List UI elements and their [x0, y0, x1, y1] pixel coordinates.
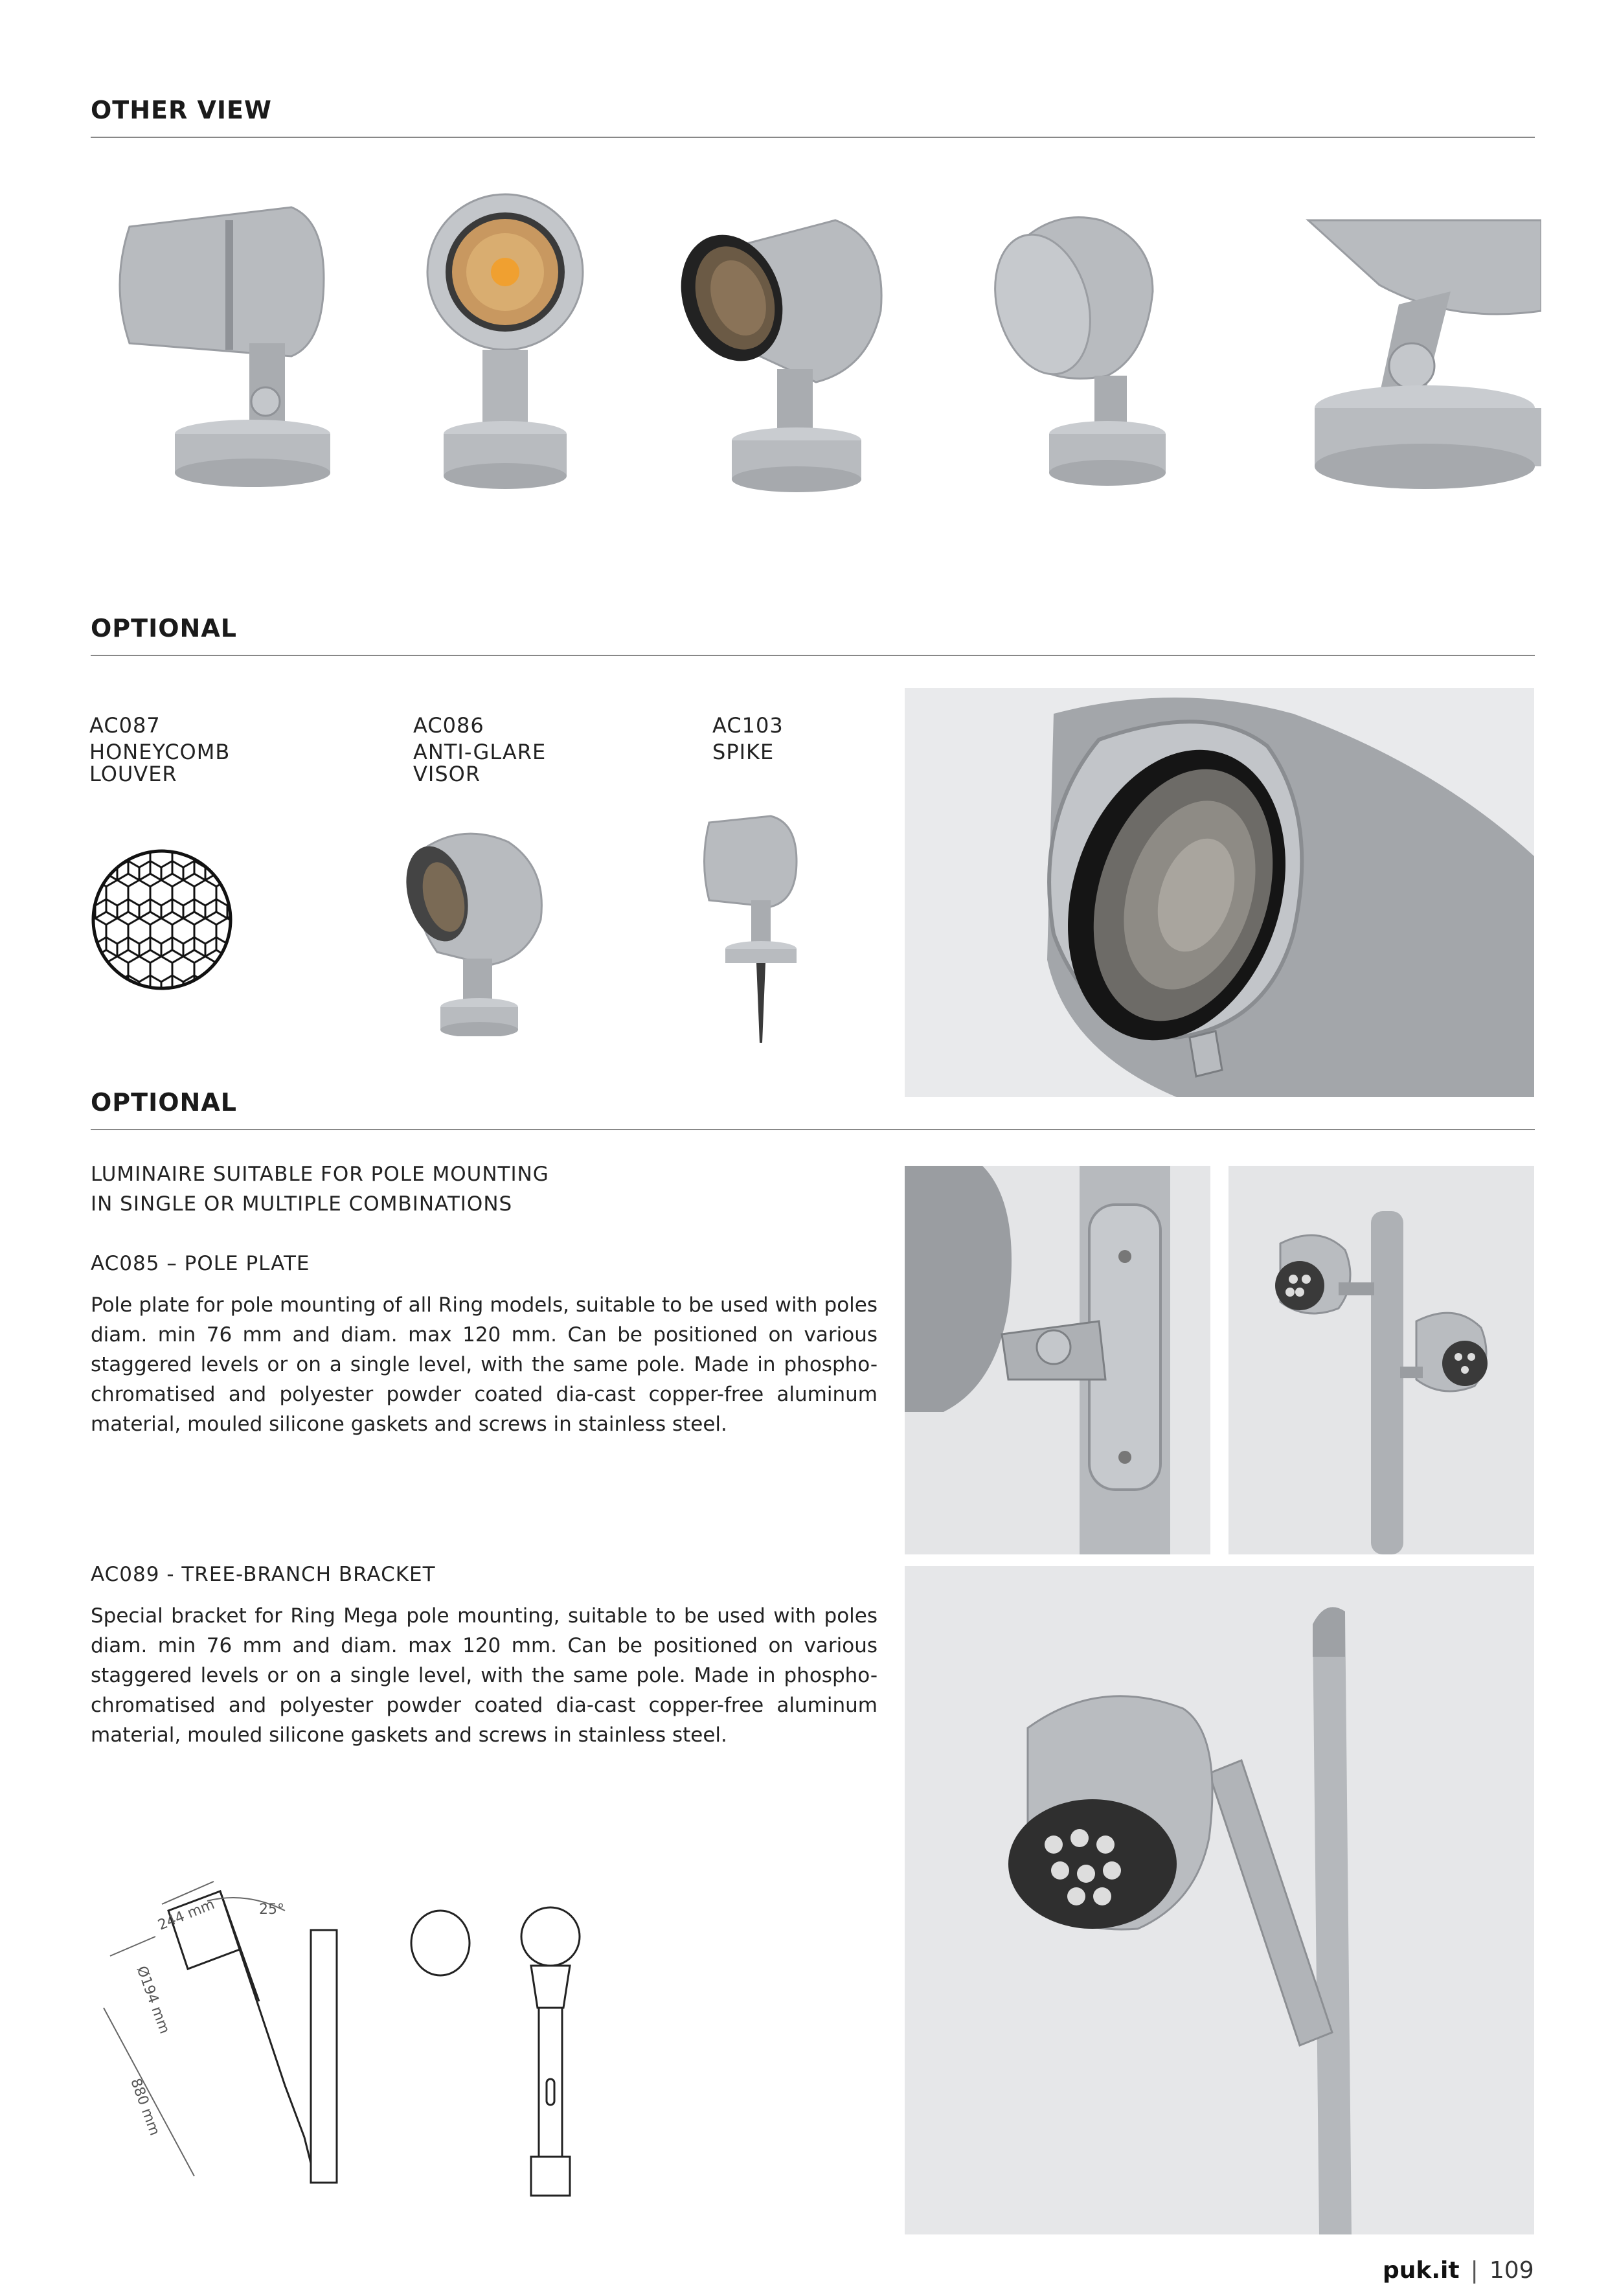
accessory-name-line1: HONEYCOMB [89, 740, 231, 764]
ac085-description: Pole plate for pole mounting of all Ring models, suitable to be used with poles diam. min 76 mm and diam. max 120 mm. Can be positioned on various staggered levels or on a single level, with the same pole. Made in phospho-chromatised and polyester powder coated dia-cast copper-free aluminum material, mouled silicone gaskets and screws in stainless steel. [91, 1293, 877, 1436]
section-rule [91, 655, 1535, 656]
footer [1383, 2257, 1534, 2284]
dim-length-label: 244 mm [155, 1896, 218, 1934]
other-view-gallery [91, 181, 1541, 518]
accessory-code: AC086 [413, 713, 484, 738]
section-rule [91, 1129, 1535, 1130]
accessory-name-line2: LOUVER [89, 762, 177, 786]
ac085-title: AC085 – POLE PLATE [91, 1252, 310, 1275]
product-view-front [427, 194, 583, 489]
pole-intro-line2: IN SINGLE OR MULTIPLE COMBINATIONS [91, 1192, 513, 1216]
bracket-front-drawing [492, 1904, 609, 2202]
section-title-optional-pole: OPTIONAL [91, 1088, 237, 1117]
accessory-ac086 [413, 711, 546, 785]
accessory-name-line1: SPIKE [712, 740, 775, 764]
dim-angle-label: 25° [259, 1902, 284, 1918]
tree-branch-bracket-photo [905, 1566, 1534, 2234]
section-title-other-view: OTHER VIEW [91, 96, 272, 124]
footer-site-link[interactable]: puk.it [1383, 2257, 1460, 2284]
footer-separator: | [1470, 2257, 1478, 2284]
dim-diameter-label: Ø194 mm [133, 1964, 173, 2036]
ac089-description: Special bracket for Ring Mega pole mounting, suitable to be used with poles diam. min 76 mm and diam. max 120 mm. Can be positioned on various staggered levels or on a single level, with the same pole. Made in phospho-chromatised and polyester powder coated dia-cast copper-free aluminum material, mouled silicone gaskets and screws in stainless steel. [91, 1604, 877, 1747]
accessory-code: AC103 [712, 713, 784, 738]
product-view-rear [980, 218, 1166, 486]
dim-height-label: 880 mm [127, 2076, 163, 2138]
page-number: 109 [1489, 2257, 1534, 2284]
honeycomb-louver-image [84, 842, 240, 997]
product-view-closeup [1308, 220, 1541, 489]
section-title-optional-accessories: OPTIONAL [91, 614, 237, 642]
pole-plate-photo [905, 1166, 1210, 1554]
product-view-three-quarter [664, 220, 881, 492]
ac089-title: AC089 - TREE-BRANCH BRACKET [91, 1563, 436, 1586]
spike-image [699, 810, 816, 1049]
accessory-ac103 [712, 711, 784, 763]
accessory-name-line2: VISOR [413, 762, 481, 786]
visor-closeup-photo [905, 688, 1534, 1097]
anti-glare-visor-image [385, 823, 554, 1036]
double-spot-pole-photo [1228, 1166, 1534, 1554]
accessory-name-line1: ANTI-GLARE [413, 740, 547, 764]
pole-intro-line1: LUMINAIRE SUITABLE FOR POLE MOUNTING [91, 1163, 549, 1186]
accessory-ac087 [89, 711, 230, 785]
accessory-code: AC087 [89, 713, 161, 738]
section-rule [91, 137, 1535, 138]
bracket-technical-drawing [91, 1865, 492, 2202]
product-view-side [120, 207, 330, 487]
